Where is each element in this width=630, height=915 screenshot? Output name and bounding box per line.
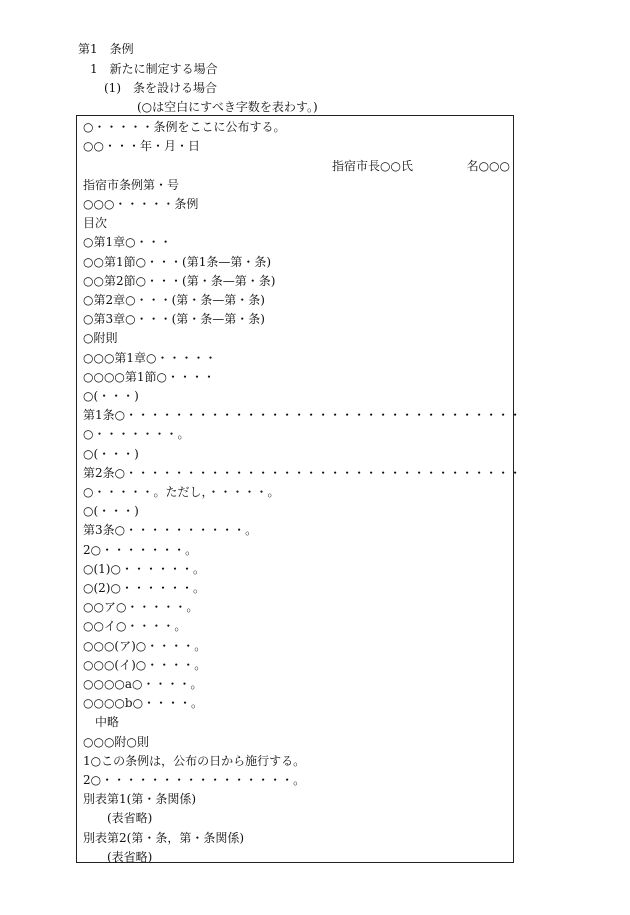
section-heading: 1 新たに制定する場合	[90, 62, 218, 76]
body-line: 2○・・・・・・・。	[83, 543, 198, 557]
signature-name: 名○○○	[466, 159, 510, 173]
body-line: ○○○○第1節○・・・・	[83, 370, 215, 384]
date-line: ○○・・・年・月・日	[83, 139, 200, 153]
body-line: ○○○○a○・・・・。	[83, 677, 203, 691]
body-line: ○○第2節○・・・(第・条—第・条)	[83, 274, 276, 288]
body-line: 別表第2(第・条，第・条関係)	[83, 831, 244, 845]
chapter-heading: 第1 条例	[78, 42, 134, 56]
body-line: 2○・・・・・・・・・・・・・・・・。	[83, 773, 306, 787]
ordinance-number: 指宿市条例第・号	[83, 178, 180, 192]
body-line: (表省略)	[83, 850, 153, 864]
body-line: ○○ア○・・・・・。	[83, 600, 199, 614]
body-line: 第2条○・・・・・・・・・・・・・・・・・・・・・・・・・・・・・・・・・	[83, 466, 522, 480]
signature-office: 指宿市長○○氏	[332, 159, 413, 173]
body-line: (表省略)	[83, 811, 153, 825]
body-line: ○○○附○則	[83, 735, 149, 749]
body-line: ○○イ○・・・・。	[83, 619, 187, 633]
ordinance-title: ○○○・・・・・条例	[83, 197, 199, 211]
promulgation-line: ○・・・・・条例をここに公布する。	[83, 120, 286, 134]
body-line: ○附則	[83, 331, 118, 345]
body-line: ○(2)○・・・・・・。	[83, 581, 205, 595]
signature-line	[332, 158, 510, 174]
body-line: ○(1)○・・・・・・。	[83, 562, 205, 576]
notation-note: (○は空白にすべき字数を表わす。)	[137, 100, 318, 114]
body-line: 第3条○・・・・・・・・・・。	[83, 523, 258, 537]
body-line: 別表第1(第・条関係)	[83, 792, 196, 806]
subsection-heading: (1) 条を設ける場合	[104, 81, 217, 95]
body-line: ○○○(ア)○・・・・。	[83, 639, 207, 653]
body-line: ○・・・・・・・。	[83, 427, 190, 441]
body-line: ○(・・・)	[83, 389, 139, 403]
body-line: ○第3章○・・・(第・条—第・条)	[83, 312, 265, 326]
body-line: ○○○(イ)○・・・・。	[83, 658, 207, 672]
body-line: 中略	[83, 715, 120, 729]
body-line: ○○○第1章○・・・・・	[83, 351, 217, 365]
ordinance-form-box	[76, 115, 522, 864]
body-line: ○(・・・)	[83, 504, 139, 518]
body-line: 1○この条例は，公布の日から施行する。	[83, 754, 306, 768]
body-line: ○(・・・)	[83, 447, 139, 461]
body-line: ○・・・・・。ただし，・・・・・。	[83, 485, 280, 499]
body-line: 第1条○・・・・・・・・・・・・・・・・・・・・・・・・・・・・・・・・・	[83, 408, 522, 422]
body-line: ○○第1節○・・・(第1条—第・条)	[83, 255, 272, 269]
body-line: ○第2章○・・・(第・条—第・条)	[83, 293, 265, 307]
body-line: ○○○○b○・・・・。	[83, 696, 204, 710]
contents-heading: 目次	[83, 216, 108, 230]
body-line: ○第1章○・・・	[83, 235, 172, 249]
